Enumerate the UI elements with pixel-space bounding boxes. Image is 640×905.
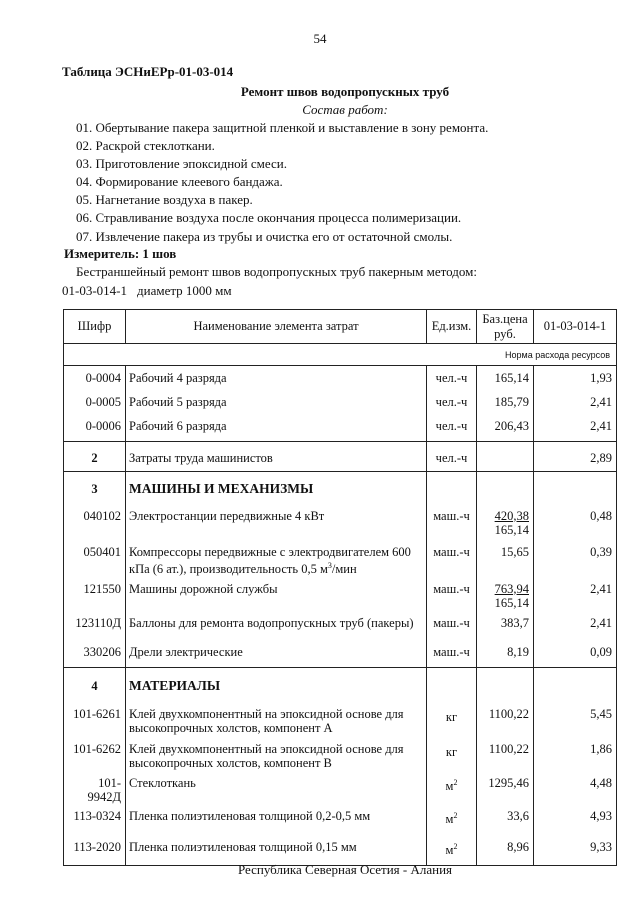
norm-caption-row bbox=[64, 344, 617, 366]
table-row bbox=[64, 390, 617, 414]
cell-code: 101-9942Д bbox=[64, 771, 126, 804]
norm-code: 01-03-014-1 bbox=[62, 283, 127, 298]
cell-value: 4,48 bbox=[534, 771, 617, 804]
table-row bbox=[64, 504, 617, 540]
header-code: Шифр bbox=[64, 310, 126, 344]
cell-value: 1,86 bbox=[534, 737, 617, 771]
cell-name: Дрели электрические bbox=[126, 640, 427, 668]
norm-caption: Норма расхода ресурсов bbox=[64, 344, 617, 366]
page-footer: Республика Северная Осетия - Алания bbox=[237, 862, 453, 877]
cell-name: Рабочий 4 разряда bbox=[126, 366, 427, 390]
cell-name: Пленка полиэтиленовая толщиной 0,15 мм bbox=[126, 835, 427, 866]
unit-text: м bbox=[445, 778, 454, 793]
cell-value: 4,93 bbox=[534, 804, 617, 835]
name-text-tail: /мин bbox=[331, 561, 357, 576]
table-row bbox=[64, 702, 617, 737]
cell-unit: маш.-ч bbox=[427, 504, 477, 540]
header-name: Наименование элемента затрат bbox=[126, 310, 427, 344]
price-value: 420,38 bbox=[494, 508, 529, 523]
cell-value: 2,89 bbox=[534, 442, 617, 472]
cell-price: 165,14 bbox=[477, 366, 534, 390]
price-value: 763,94 bbox=[494, 581, 529, 596]
description: Бестраншейный ремонт швов водопропускных труб пакерным методом: bbox=[76, 264, 477, 279]
work-item: 05. Нагнетание воздуха в пакер. bbox=[76, 192, 253, 208]
cell-price: 1100,22 bbox=[477, 737, 534, 771]
cell-unit: маш.-ч bbox=[427, 640, 477, 668]
measure-unit: Измеритель: 1 шов bbox=[64, 246, 177, 261]
cell-code: 050401 bbox=[64, 540, 126, 577]
cell-name: Пленка полиэтиленовая толщиной 0,2-0,5 мм bbox=[126, 804, 427, 835]
table-row bbox=[64, 414, 617, 442]
table-header-row bbox=[64, 310, 617, 344]
table-row bbox=[64, 835, 617, 866]
machines-section-row bbox=[64, 472, 617, 504]
cell-code: 330206 bbox=[64, 640, 126, 668]
cell-unit bbox=[427, 702, 477, 737]
document-title: Ремонт швов водопропускных труб bbox=[240, 84, 450, 99]
price-value-secondary: 165,14 bbox=[494, 595, 529, 610]
name-text: Компрессоры передвижные с электродвигателем 600 кПа (6 ат.), производительность 0,5 м bbox=[129, 544, 411, 576]
norm-code-line bbox=[62, 283, 232, 299]
cell-value: 5,45 bbox=[534, 702, 617, 737]
norm-code-text: диаметр 1000 мм bbox=[137, 283, 232, 298]
cell-price: 1295,46 bbox=[477, 771, 534, 804]
cell-unit: маш.-ч bbox=[427, 577, 477, 611]
cell-unit: чел.-ч bbox=[427, 366, 477, 390]
cell-unit bbox=[427, 835, 477, 866]
table-row bbox=[64, 577, 617, 611]
header-unit: Ед.изм. bbox=[427, 310, 477, 344]
table-row bbox=[64, 804, 617, 835]
table-row bbox=[64, 611, 617, 640]
work-item: 02. Раскрой стеклоткани. bbox=[76, 138, 215, 154]
cell-code: 121550 bbox=[64, 577, 126, 611]
cell-unit bbox=[427, 737, 477, 771]
cell-price: 8,19 bbox=[477, 640, 534, 668]
materials-section-row bbox=[64, 668, 617, 702]
cell-code: 123110Д bbox=[64, 611, 126, 640]
cell-code: 2 bbox=[64, 442, 126, 472]
cell-value: 0,39 bbox=[534, 540, 617, 577]
header-norm: 01-03-014-1 bbox=[534, 310, 617, 344]
cell-value: 2,41 bbox=[534, 577, 617, 611]
section-code: 4 bbox=[64, 668, 126, 702]
work-item: 01. Обертывание пакера защитной пленкой и выставление в зону ремонта. bbox=[76, 120, 489, 135]
header-price: Баз.цена руб. bbox=[477, 310, 534, 344]
cell-value: 2,41 bbox=[534, 414, 617, 442]
works-list bbox=[76, 119, 488, 246]
name-superscript: 3 bbox=[327, 560, 332, 570]
cell-code: 0-0006 bbox=[64, 414, 126, 442]
cell-unit bbox=[427, 804, 477, 835]
cell-value: 0,09 bbox=[534, 640, 617, 668]
cell-unit bbox=[427, 771, 477, 804]
table-row bbox=[64, 366, 617, 390]
table-label: Таблица ЭСНиЕРр-01-03-014 bbox=[62, 64, 234, 79]
operators-row bbox=[64, 442, 617, 472]
cell-price: 383,7 bbox=[477, 611, 534, 640]
cell-name: Клей двухкомпонентный на эпоксидной основе для высокопрочных холстов, компонент В bbox=[126, 737, 427, 771]
cell-price: 33,6 bbox=[477, 804, 534, 835]
cell-code: 0-0004 bbox=[64, 366, 126, 390]
cell-unit: маш.-ч bbox=[427, 611, 477, 640]
unit-text: кг bbox=[445, 709, 458, 724]
cell-code: 113-0324 bbox=[64, 804, 126, 835]
cell-name: Баллоны для ремонта водопропускных труб (пакеры) bbox=[126, 611, 427, 640]
unit-superscript: 2 bbox=[453, 810, 458, 820]
table-row bbox=[64, 640, 617, 668]
table-row bbox=[64, 540, 617, 577]
section-name: МАШИНЫ И МЕХАНИЗМЫ bbox=[126, 472, 427, 504]
work-item: 07. Извлечение пакера из трубы и очистка его от остаточной смолы. bbox=[76, 228, 453, 244]
unit-text: м bbox=[445, 842, 454, 857]
cell-name: Машины дорожной службы bbox=[126, 577, 427, 611]
cell-name: Рабочий 6 разряда bbox=[126, 414, 427, 442]
price-value-secondary: 165,14 bbox=[494, 522, 529, 537]
section-code: 3 bbox=[64, 472, 126, 504]
cell-name bbox=[126, 540, 427, 577]
cell-name: Рабочий 5 разряда bbox=[126, 390, 427, 414]
unit-superscript: 2 bbox=[453, 841, 458, 851]
cell-unit: чел.-ч bbox=[427, 390, 477, 414]
table-row bbox=[64, 737, 617, 771]
unit-text: м bbox=[445, 811, 454, 826]
works-subtitle: Состав работ: bbox=[302, 102, 388, 117]
cell-price: 1100,22 bbox=[477, 702, 534, 737]
resource-table bbox=[63, 309, 617, 866]
cell-value: 9,33 bbox=[534, 835, 617, 866]
cell-value: 2,41 bbox=[534, 611, 617, 640]
unit-text: кг bbox=[445, 744, 458, 759]
cell-price: 8,96 bbox=[477, 835, 534, 866]
cell-code: 101-6261 bbox=[64, 702, 126, 737]
work-item: 04. Формирование клеевого бандажа. bbox=[76, 174, 283, 190]
table-row bbox=[64, 771, 617, 804]
cell-value: 2,41 bbox=[534, 390, 617, 414]
cell-unit: чел.-ч bbox=[427, 442, 477, 472]
cell-price: 206,43 bbox=[477, 414, 534, 442]
cell-name: Электростанции передвижные 4 кВт bbox=[126, 504, 427, 540]
cell-value: 0,48 bbox=[534, 504, 617, 540]
work-item: 03. Приготовление эпоксидной смеси. bbox=[76, 156, 287, 172]
cell-name: Стеклоткань bbox=[126, 771, 427, 804]
cell-code: 040102 bbox=[64, 504, 126, 540]
section-name: МАТЕРИАЛЫ bbox=[126, 668, 427, 702]
cell-price: 15,65 bbox=[477, 540, 534, 577]
cell-code: 0-0005 bbox=[64, 390, 126, 414]
cell-price bbox=[477, 577, 534, 611]
cell-unit: маш.-ч bbox=[427, 540, 477, 577]
cell-price: 185,79 bbox=[477, 390, 534, 414]
page-number: 54 bbox=[313, 31, 327, 46]
unit-superscript: 2 bbox=[453, 777, 458, 787]
cell-name: Затраты труда машинистов bbox=[126, 442, 427, 472]
cell-value: 1,93 bbox=[534, 366, 617, 390]
work-item: 06. Стравливание воздуха после окончания процесса полимеризации. bbox=[76, 210, 462, 226]
cell-price bbox=[477, 442, 534, 472]
cell-name: Клей двухкомпонентный на эпоксидной основе для высокопрочных холстов, компонент А bbox=[126, 702, 427, 737]
cell-code: 113-2020 bbox=[64, 835, 126, 866]
cell-code: 101-6262 bbox=[64, 737, 126, 771]
cell-unit: чел.-ч bbox=[427, 414, 477, 442]
cell-price bbox=[477, 504, 534, 540]
